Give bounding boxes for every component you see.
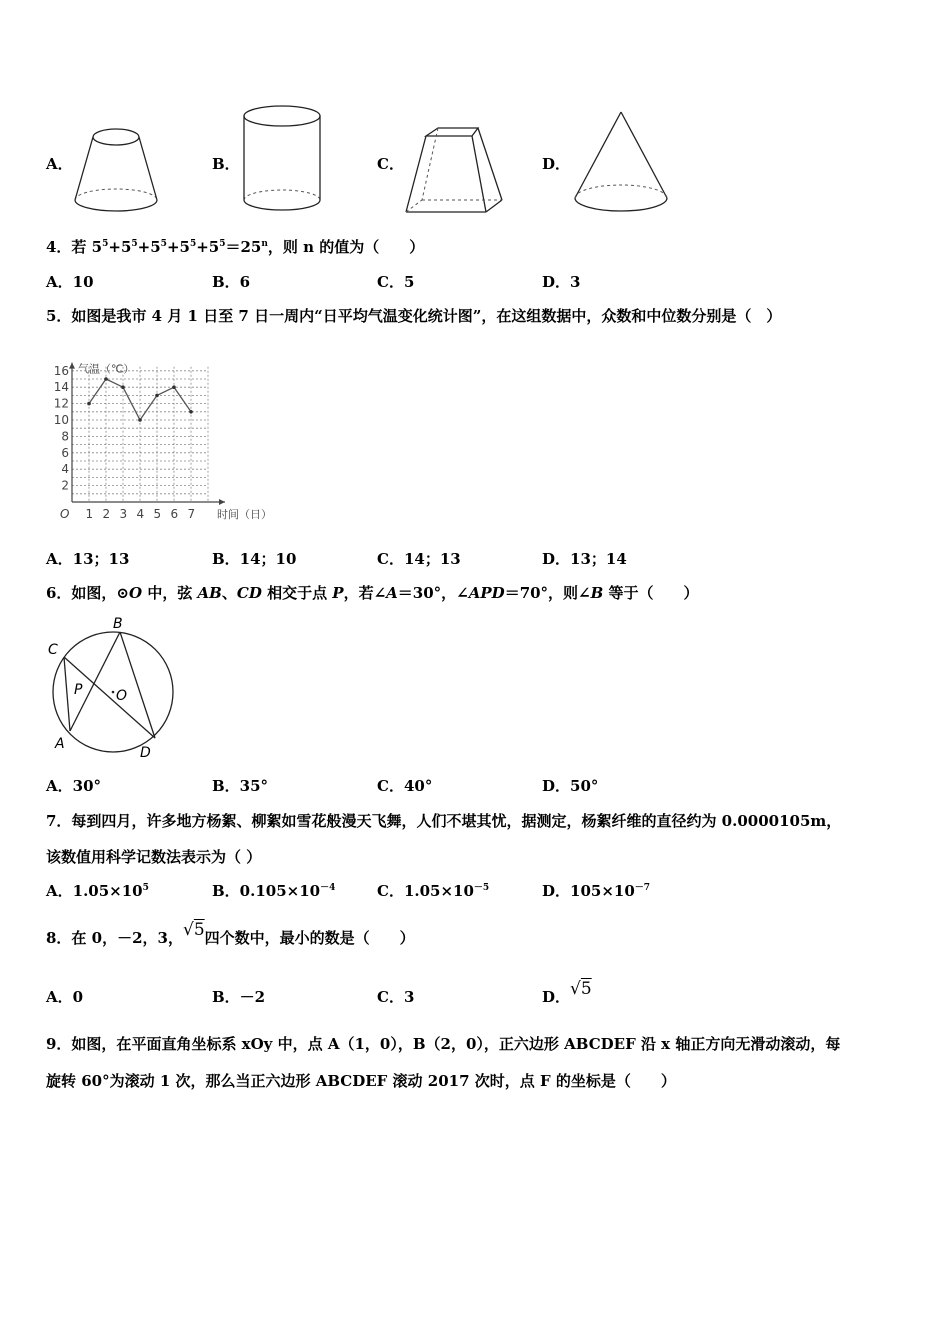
frustum-figure xyxy=(70,122,162,218)
q6-option-d: D．50° xyxy=(542,777,599,795)
q7-option-c: C．$1.05\times 10^{-5}$ xyxy=(377,882,490,900)
q3-option-a-label: A． xyxy=(46,155,73,173)
chart-x-axis-label: 时间（日） xyxy=(217,508,272,521)
center-point xyxy=(112,691,115,694)
q3-option-c-label: C． xyxy=(377,155,404,173)
cylinder-figure xyxy=(240,100,324,218)
q5-option-c: C．14；13 xyxy=(377,550,461,568)
label-b: B xyxy=(113,616,123,632)
chart-y-axis-label: 气温（℃） xyxy=(78,362,135,376)
y-tick-label: 16 xyxy=(53,363,69,378)
label-c: C xyxy=(48,642,58,658)
q3-option-b-label: B． xyxy=(212,155,240,173)
chart-grid xyxy=(72,367,208,502)
x-tick-label: 4 xyxy=(136,507,145,521)
data-point xyxy=(104,377,108,381)
q4-option-a: A．10 xyxy=(46,273,94,291)
q8-option-d: D．√5 xyxy=(542,979,592,1006)
y-tick-label: 8 xyxy=(61,429,69,444)
data-point xyxy=(172,385,176,389)
q7-stem-line2: 该数值用科学记数法表示为（ ） xyxy=(46,848,262,866)
y-tick-label: 12 xyxy=(53,396,69,411)
q8-option-a: A．0 xyxy=(46,988,84,1006)
x-axis-arrow xyxy=(219,499,225,505)
cone-figure xyxy=(570,108,672,218)
data-point xyxy=(138,418,142,422)
data-point xyxy=(189,410,193,414)
data-point xyxy=(87,402,91,406)
q3-option-d-label: D． xyxy=(542,155,571,173)
q7-option-d: D．$105\times 10^{-7}$ xyxy=(542,882,651,900)
data-point xyxy=(155,394,159,398)
q8-stem: 8．在 0，－2，3，√5四个数中，最小的数是（ ） xyxy=(46,920,415,947)
q4-option-c: C．5 xyxy=(377,273,415,291)
q7-option-b: B．$0.105\times 10^{-4}$ xyxy=(212,882,336,900)
y-tick-label: 14 xyxy=(53,380,69,395)
y-tick-label: 10 xyxy=(53,413,69,427)
x-tick-label: 7 xyxy=(187,507,196,521)
sqrt-5-radical-option: √5 xyxy=(570,979,592,999)
y-axis-arrow xyxy=(69,363,75,369)
q4-option-d: D．3 xyxy=(542,273,581,291)
q5-option-a: A．13；13 xyxy=(46,550,130,568)
q4-option-b: B．6 xyxy=(212,273,251,291)
q6-option-c: C．40° xyxy=(377,777,433,795)
chart-axes xyxy=(69,363,225,505)
x-tick-label: 5 xyxy=(153,507,162,521)
label-d: D xyxy=(140,745,151,761)
sqrt-5-radical: √5 xyxy=(182,920,205,940)
q4-stem: 4．若 $5^5+5^5+5^5+5^5+5^5=25^n$，则 n 的值为（ ） xyxy=(46,238,425,256)
q5-option-d: D．13；14 xyxy=(542,550,627,568)
q8-option-c: C．3 xyxy=(377,988,415,1006)
chart-origin-label: O xyxy=(60,507,70,521)
q8-option-b: B．－2 xyxy=(212,988,266,1006)
circle-chords-figure xyxy=(40,612,190,762)
q9-stem-line2: 旋转 60°为滚动 1 次，那么当正六边形 ABCDEF 滚动 2017 次时，点 F 的坐标是（ ） xyxy=(46,1072,676,1090)
temperature-line-chart xyxy=(50,340,280,530)
q6-option-a: A．30° xyxy=(46,777,102,795)
label-a: A xyxy=(55,736,65,752)
y-tick-label: 4 xyxy=(61,462,69,477)
q7-option-a: A．$1.05\times 10^5$ xyxy=(46,882,149,900)
y-tick-label: 2 xyxy=(61,478,69,493)
q7-stem-line1: 7．每到四月，许多地方杨絮、柳絮如雪花般漫天飞舞，人们不堪其忧，据测定，杨絮纤维的直径约为 0.0000105m， xyxy=(46,812,842,830)
data-point xyxy=(121,385,125,389)
x-tick-label: 3 xyxy=(119,507,128,521)
frustum-prism-figure xyxy=(402,124,506,216)
q6-stem: 6．如图，⊙O 中，弦 AB、CD 相交于点 P，若∠A＝30°，∠APD＝70°，则∠B 等于（ ） xyxy=(46,584,699,602)
label-p: P xyxy=(74,682,83,698)
label-o: O xyxy=(116,688,128,704)
x-tick-label: 1 xyxy=(85,507,94,521)
q5-option-b: B．14；10 xyxy=(212,550,297,568)
q6-option-b: B．35° xyxy=(212,777,269,795)
y-tick-label: 6 xyxy=(61,445,69,460)
q5-stem: 5．如图是我市 4 月 1 日至 7 日一周内“日平均气温变化统计图”，在这组数据中，众数和中位数分别是（ ） xyxy=(46,307,782,325)
chord-ca xyxy=(64,657,70,731)
x-tick-label: 6 xyxy=(170,507,179,521)
x-tick-label: 2 xyxy=(102,507,111,521)
q9-stem-line1: 9．如图，在平面直角坐标系 xOy 中，点 A（1，0），B（2，0），正六边形 ABCDEF 沿 x 轴正方向无滑动滚动，每 xyxy=(46,1035,841,1053)
